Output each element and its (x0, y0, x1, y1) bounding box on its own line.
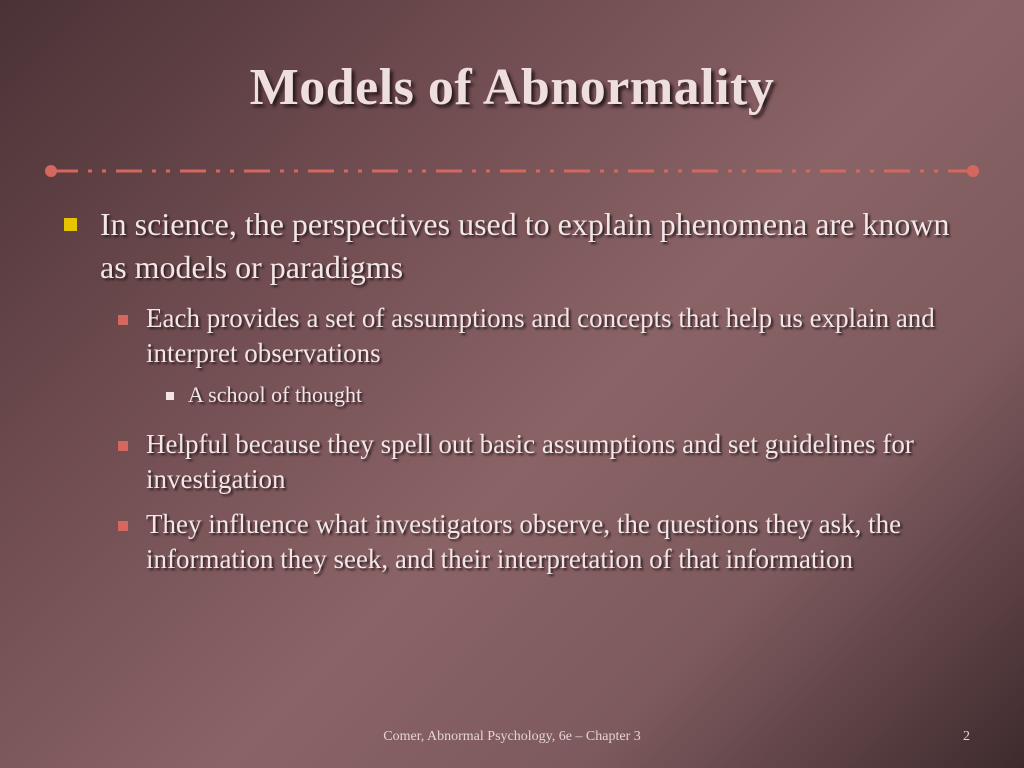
decorative-divider (44, 162, 980, 180)
red-square-bullet-icon (118, 315, 128, 325)
bullet-text: Helpful because they spell out basic assumptions and set guidelines for investigation (146, 429, 914, 494)
bullet-level2 (118, 427, 946, 497)
slide-title: Models of Abnormality (249, 59, 775, 116)
page-number: 2 (963, 729, 970, 744)
bullet-level1 (62, 203, 982, 289)
bullet-text: A school of thought (188, 382, 363, 407)
yellow-square-bullet-icon (64, 218, 77, 231)
bullet-text: In science, the perspectives used to explain phenomena are known as models or paradigms (100, 206, 950, 285)
slide-body (62, 203, 982, 587)
white-square-bullet-icon (166, 392, 174, 400)
slide-footer: Comer, Abnormal Psychology, 6e – Chapter 3 (383, 729, 641, 744)
red-square-bullet-icon (118, 521, 128, 531)
bullet-level3 (166, 381, 982, 409)
red-square-bullet-icon (118, 441, 128, 451)
bullet-text: They influence what investigators observe, the questions they ask, the information they seek, and their interpretation of that information (146, 509, 902, 574)
bullet-level2 (118, 301, 946, 371)
bullet-level2 (118, 507, 946, 577)
bullet-text: Each provides a set of assumptions and concepts that help us explain and interpret observations (146, 303, 935, 368)
